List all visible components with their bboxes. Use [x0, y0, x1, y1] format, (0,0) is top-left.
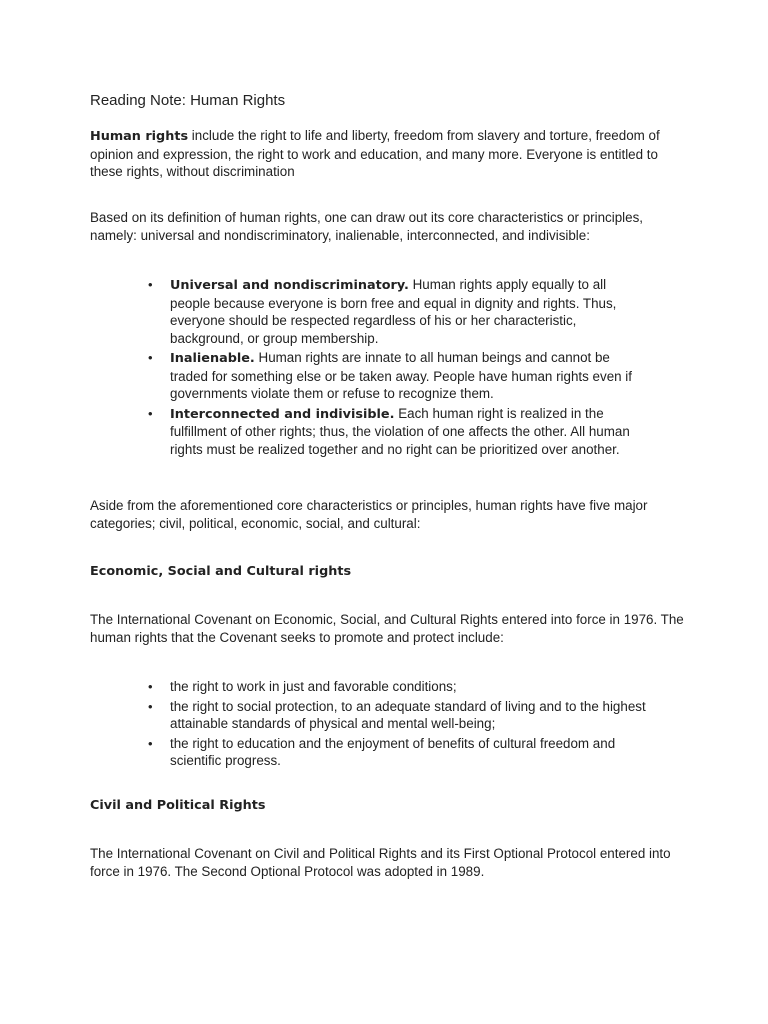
bullet-icon: •	[148, 350, 153, 365]
principle-text: Human rights are innate to all human beings and cannot be traded for something else or be taken away. People have human rights even if governments violate them or refuse to recognize them.	[170, 350, 633, 401]
esc-right-item	[148, 735, 648, 770]
categories-paragraph: Aside from the aforementioned core characteristics or principles, human rights have five major categories; civil, political, economic, social, and cultural:	[90, 498, 648, 531]
intro-paragraph	[90, 127, 690, 181]
section-heading-civil-political	[90, 797, 265, 813]
esc-rights-list	[148, 678, 648, 772]
document-title: Reading Note: Human Rights	[90, 92, 286, 109]
principle-item	[148, 405, 648, 459]
icescr-paragraph: The International Covenant on Economic, Social, and Cultural Rights entered into force in 1976. The human rights that the Covenant seeks to promote and protect include:	[90, 612, 684, 645]
esc-right-item	[148, 698, 648, 733]
principles-intro-paragraph: Based on its definition of human rights, one can draw out its core characteristics or principles, namely: universal and nondiscriminatory, inalienable, interconnected, and indivisible:	[90, 210, 644, 243]
principle-text: Each human right is realized in the fulfillment of other rights; thus, the violation of one affects the other. All human rights must be realized together and no right can be prioritized over another.	[170, 405, 630, 457]
esc-right-text: the right to education and the enjoyment of benefits of cultural freedom and scientific progress.	[170, 735, 616, 768]
bullet-icon: •	[148, 405, 153, 421]
principle-term: Universal and nondiscriminatory.	[170, 278, 409, 293]
iccpr-paragraph: The International Covenant on Civil and Political Rights and its First Optional Protocol entered into force in 1976. The Second Optional Protocol was adopted in 1989.	[90, 846, 671, 879]
bullet-icon: •	[148, 679, 153, 694]
esc-right-text: the right to work in just and favorable conditions;	[170, 679, 457, 694]
principles-list	[148, 276, 648, 460]
principle-item	[148, 276, 648, 347]
heading-text: Economic, Social and Cultural rights	[90, 564, 352, 579]
heading-text: Civil and Political Rights	[90, 798, 266, 813]
intro-bold-term: Human rights	[90, 129, 189, 144]
section-heading-economic-social-cultural	[90, 563, 351, 579]
bullet-icon: •	[148, 698, 153, 714]
principle-item	[148, 349, 648, 403]
esc-right-text: the right to social protection, to an adequate standard of living and to the highest attainable standards of physical and mental well-being;	[170, 698, 646, 731]
esc-right-item	[148, 678, 648, 696]
principle-term: Interconnected and indivisible.	[170, 406, 395, 422]
bullet-icon: •	[148, 277, 153, 292]
bullet-icon: •	[148, 735, 153, 751]
intro-text: include the right to life and liberty, freedom from slavery and torture, freedom of opinion and expression, the right to work and education, and many more. Everyone is entitled to these rights, without discrimination	[90, 128, 660, 179]
principle-text: Human rights apply equally to all people because everyone is born free and equal in dignity and rights. Thus, everyone should be respected regardless of his or her characteristic, background, or group membership.	[170, 277, 617, 346]
principle-term: Inalienable.	[170, 351, 255, 366]
